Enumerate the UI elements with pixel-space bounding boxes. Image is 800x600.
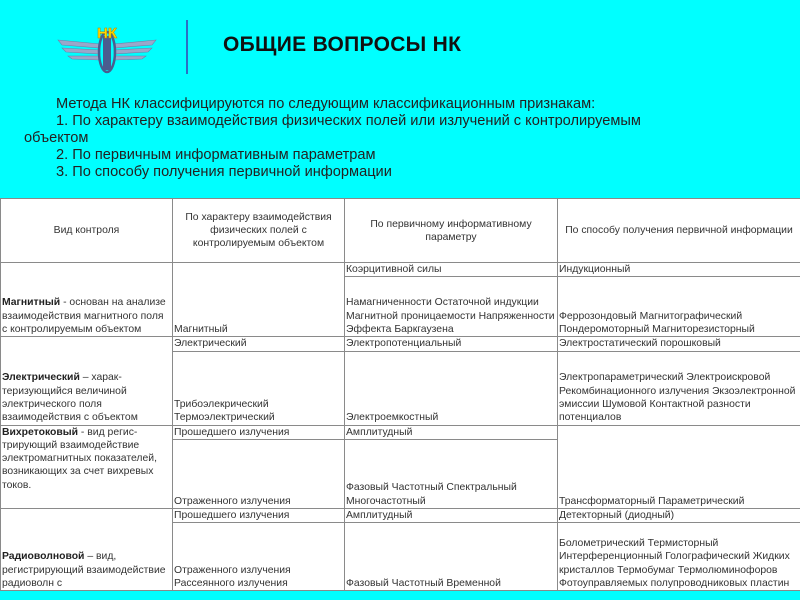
table-header-row (1, 199, 800, 263)
table-row (1, 425, 800, 439)
method-name: Магнитный (2, 297, 61, 309)
table-cell: Трансформаторный Параметрический (558, 425, 800, 508)
method-cell-magnetic (1, 263, 173, 337)
table-cell: Болометрический Термисторный Интерференционный Голографический Жидких кристаллов Термобумаг Термолюминофоров Фотоуправляемых полупроводниковых пластин (558, 523, 800, 591)
table-cell: Фазовый Частотный Спектральный Многочастотный (345, 439, 558, 508)
method-cell-radio (1, 508, 173, 590)
method-desc: - вид регис-трирующий взаимодействие электромагнитных показателей, возникающих за счет вихревых токов. (2, 426, 157, 491)
table-cell: Трибоэлекрический Термоэлектрический (173, 351, 345, 425)
table-cell: Электропотенциальный (345, 337, 558, 351)
nk-logo-icon (52, 20, 162, 74)
table-cell: Прошедшего излучения (173, 425, 345, 439)
method-cell-eddy (1, 425, 173, 508)
table-cell: Электрический (173, 337, 345, 351)
header-cell: Вид контроля (1, 199, 173, 263)
intro-line-2b: объектом (24, 130, 89, 146)
table-cell: Феррозондовый Магнитографический Пондеромоторный Магниторезисторный (558, 277, 800, 337)
header-divider (186, 20, 188, 74)
table-cell: Амплитудный (345, 425, 558, 439)
table-cell: Электропараметрический Электроискровой Рекомбинационного излучения Экзоэлектронной эмиссии Шумовой Контактной разности потенциалов (558, 351, 800, 425)
classification-table (0, 198, 800, 591)
method-name: Электрический (2, 372, 80, 384)
table-cell: Отраженного излучения (173, 439, 345, 508)
method-name: Вихретоковый (2, 426, 79, 438)
table-cell: Коэрцитивной силы (345, 263, 558, 277)
table-cell: Индукционный (558, 263, 800, 277)
intro-line-4: 3. По способу получения первичной информации (56, 164, 392, 180)
intro-line-2a: 1. По характеру взаимодействия физических полей или излучений с контролируемым (56, 113, 641, 129)
slide-header (0, 0, 800, 198)
logo-text: НК (97, 25, 117, 42)
method-desc: – вид, регистрирующий взаимодействие радиоволн с (2, 551, 166, 589)
header-cell: По способу получения первичной информации (558, 199, 800, 263)
table-cell: Фазовый Частотный Временной (345, 523, 558, 591)
table-row (1, 263, 800, 277)
table-cell: Амплитудный (345, 508, 558, 522)
table-cell: Детекторный (диодный) (558, 508, 800, 522)
intro-text (0, 96, 800, 181)
intro-line-3: 2. По первичным информативным параметрам (56, 147, 376, 163)
table-cell: Электростатический порошковый (558, 337, 800, 351)
method-desc: – харак-теризующийся величиной электрического поля взаимодействия с объектом (2, 372, 138, 424)
method-cell-electric (1, 337, 173, 425)
table-cell: Намагниченности Остаточной индукции Магнитной проницаемости Напряженности Эффекта Баркгаузена (345, 277, 558, 337)
intro-line-1: Метода НК классифицируются по следующим классификационным признакам: (56, 96, 596, 112)
page-title: ОБЩИЕ ВОПРОСЫ НК (223, 33, 462, 56)
header-cell: По характеру взаимодействия физических полей с контролируемым объектом (173, 199, 345, 263)
method-name: Радиоволновой (2, 551, 85, 563)
table-row (1, 508, 800, 522)
table-cell: Электроемкостный (345, 351, 558, 425)
table-cell: Магнитный (173, 263, 345, 337)
method-desc: - основан на анализе взаимодействия магнитного поля с контролируемым объектом (2, 297, 166, 335)
header-cell: По первичному информативному параметру (345, 199, 558, 263)
table-row (1, 337, 800, 351)
table-cell: Отраженного излучения Рассеянного излучения (173, 523, 345, 591)
table-cell: Прошедшего излучения (173, 508, 345, 522)
